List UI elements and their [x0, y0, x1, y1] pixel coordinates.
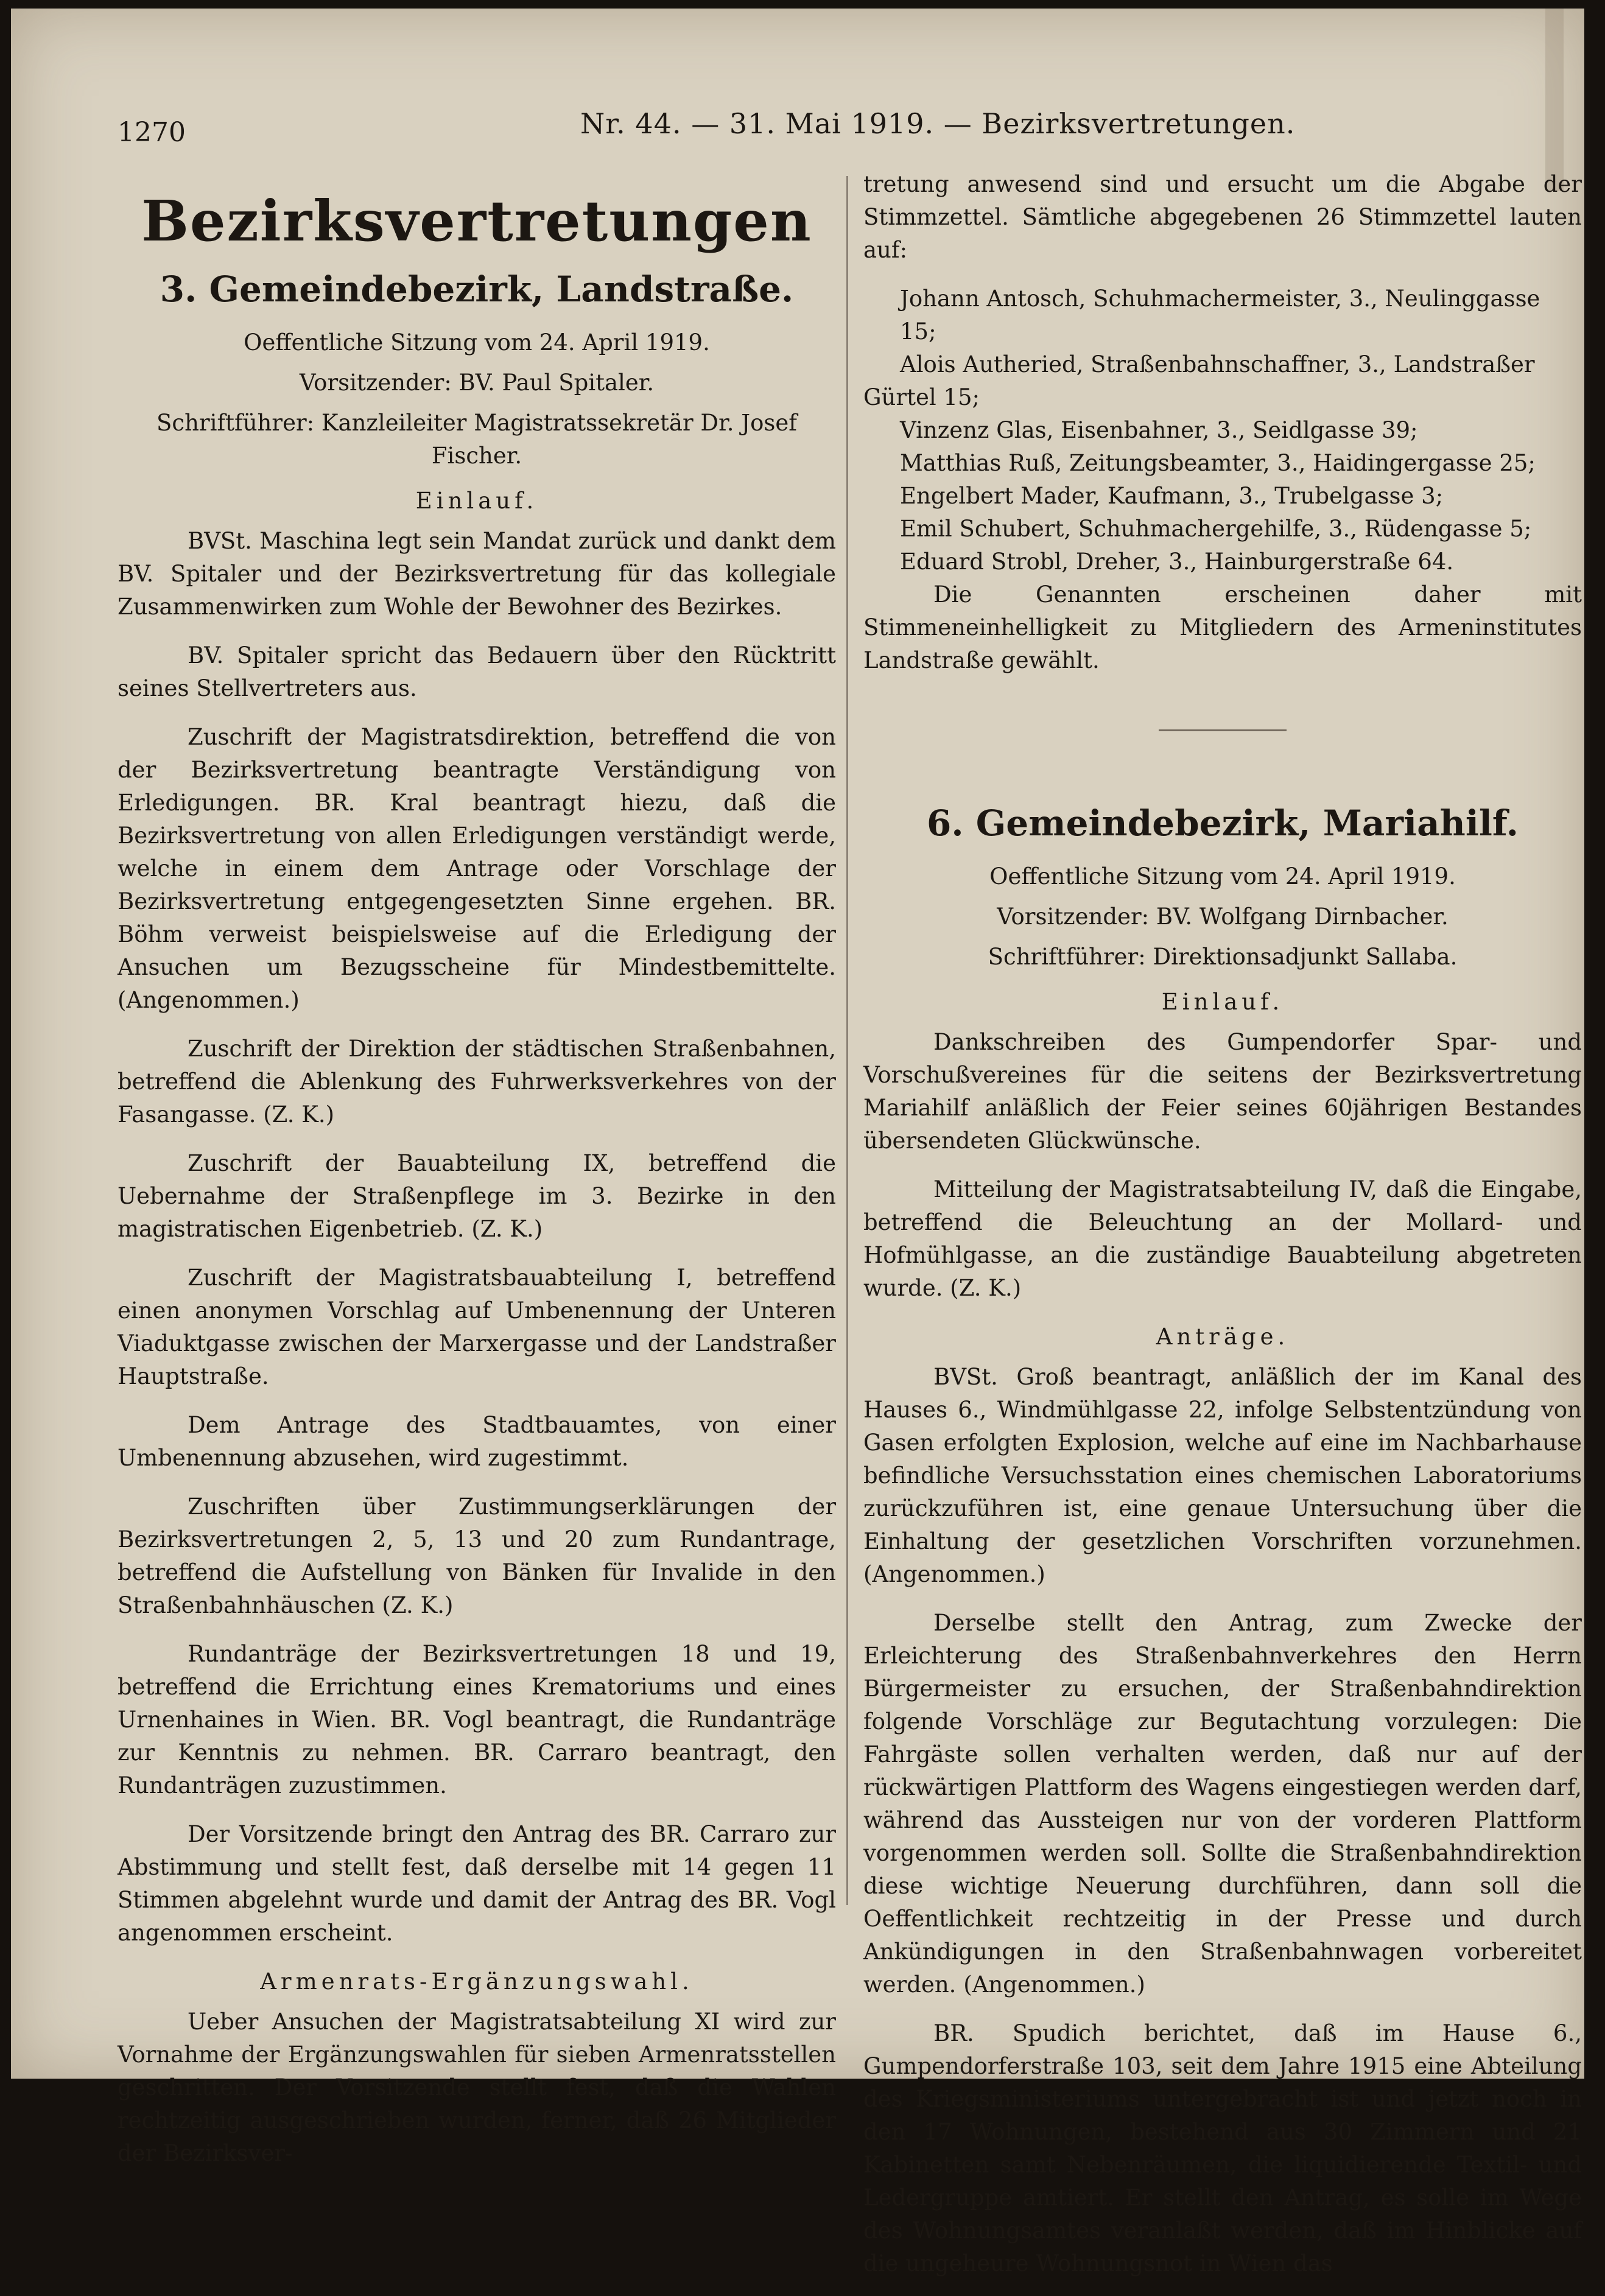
- paragraph: BVSt. Groß beantragt, anläßlich der im Kanal des Hauses 6., Windmühlgasse 22, infolge Selbstentzündung von Gasen erfolgten Explosion, welche auf eine im Nachbarhause befindliche Versuchsstation eines chemischen Laboratoriums zurückzuführen ist, eine genaue Untersuchung über die Einhaltung der gesetzlichen Vorschriften vorzunehmen. (Angenommen.): [863, 1364, 1582, 1587]
- session-line: Oeffentliche Sitzung vom 24. April 1919.: [244, 329, 710, 356]
- paragraph: Der Vorsitzende bringt den Antrag des BR. Carraro zur Abstimmung und stellt fest, daß derselbe mit 14 gegen 11 Stimmen abgelehnt wurde und damit der Antrag des BR. Vogl angenommen erscheint.: [118, 1821, 836, 1946]
- antraege-heading: Anträge.: [1156, 1324, 1290, 1350]
- page-edge-shadow: [1545, 9, 1564, 191]
- einlauf-heading: Einlauf.: [1161, 989, 1284, 1015]
- paragraph: Zuschrift der Direktion der städtischen Straßenbahnen, betreffend die Ablenkung des Fuhrwerksverkehres von der Fasangasse. (Z. K.): [118, 1036, 836, 1128]
- district-heading-3: 3. Gemeindebezirk, Landstraße.: [160, 269, 794, 310]
- list-item: Gürtel 15;: [863, 384, 980, 410]
- section-title: Bezirksvertretungen: [141, 188, 812, 254]
- list-item: Engelbert Mader, Kaufmann, 3., Trubelgasse 3;: [900, 483, 1444, 509]
- paragraph: Zuschrift der Bauabteilung IX, betreffend die Uebernahme der Straßenpflege im 3. Bezirke in den magistratischen Eigenbetrieb. (Z. K.): [118, 1150, 836, 1242]
- running-title: Nr. 44. — 31. Mai 1919. — Bezirksvertretungen.: [580, 107, 1296, 140]
- paragraph: Mitteilung der Magistratsabteilung IV, daß die Eingabe, betreffend die Beleuchtung an der Mollard- und Hofmühlgasse, an die zuständige Bauabteilung abgetreten wurde. (Z. K.): [863, 1176, 1582, 1301]
- section-separator: [1159, 729, 1287, 731]
- paragraph: Ueber Ansuchen der Magistratsabteilung XI wird zur Vornahme der Ergänzungswahlen für sieben Armenratsstellen geschritten. Der Vorsitzende stellt fest, daß die Wahlen rechtzeitig ausgeschrieben wurden, ferner, daß 26 Mitglieder der Bezirksver-: [118, 2009, 836, 2166]
- paragraph: BR. Spudich berichtet, daß im Hause 6., Gumpendorferstraße 103, seit dem Jahre 1915 eine Abteilung des Kriegsministeriums untergebracht ist und jetzt noch in den 17 Wohnungen, bestehend aus 30 Zimmern und 21 Kabinetten samt Nebenräumen, die liquidierende Textil- und Ledergruppe amtiert. Er stellt den Antrag, es solle im Wege des Wohnungsamtes veranlaßt werden, daß im Hinblicke auf die ungeheure Wohnungsnot in Wien das: [863, 2020, 1582, 2277]
- newspaper-page: [11, 9, 1584, 2277]
- left-column: [118, 168, 836, 2186]
- paragraph: BV. Spitaler spricht das Bedauern über den Rücktritt seines Stellvertreters aus.: [118, 642, 836, 701]
- paragraph: Zuschrift der Magistratsdirektion, betreffend die von der Bezirksvertretung beantragte Verständigung von Erledigungen. BR. Kral beantragt hiezu, daß die Bezirksvertretung von allen Erledigungen verständigt werde, welche in einem dem Antrage oder Vorschlage der Bezirksvertretung entgegengesetzten Sinne ergehen. BR. Böhm verweist beispielsweise auf die Erledigung der Ansuchen um Bezugsscheine für Mindestbemittelte. (Angenommen.): [118, 724, 836, 1013]
- list-item: Emil Schubert, Schuhmachergehilfe, 3., Rüdengasse 5;: [900, 516, 1532, 542]
- list-item: Vinzenz Glas, Eisenbahner, 3., Seidlgasse 39;: [900, 417, 1418, 443]
- secretary-line: Schriftführer: Direktionsadjunkt Sallaba.: [988, 944, 1458, 970]
- session-line: Oeffentliche Sitzung vom 24. April 1919.: [989, 863, 1456, 890]
- list-item: Matthias Ruß, Zeitungsbeamter, 3., Haidingergasse 25;: [900, 450, 1536, 476]
- paragraph: Dankschreiben des Gumpendorfer Spar- und Vorschußvereines für die seitens der Bezirksvertretung Mariahilf anläßlich der Feier seines 60jährigen Bestandes übersendeten Glückwünsche.: [863, 1029, 1582, 1154]
- einlauf-heading: Einlauf.: [415, 488, 538, 514]
- paragraph: Dem Antrage des Stadtbauamtes, von einer Umbenennung abzusehen, wird zugestimmt.: [118, 1412, 836, 1471]
- armenrat-heading: Armenrats-Ergänzungswahl.: [260, 1968, 694, 1995]
- column-divider: [846, 176, 848, 1905]
- paragraph: Zuschriften über Zustimmungserklärungen der Bezirksvertretungen 2, 5, 13 und 20 zum Rundantrage, betreffend die Aufstellung von Bänken für Invalide in den Straßenbahnhäuschen (Z. K.): [118, 1494, 836, 1618]
- paragraph: BVSt. Maschina legt sein Mandat zurück und dankt dem BV. Spitaler und der Bezirksvertretung für das kollegiale Zusammenwirken zum Wohle der Bewohner des Bezirkes.: [118, 528, 836, 620]
- paragraph: Derselbe stellt den Antrag, zum Zwecke der Erleichterung des Straßenbahnverkehres den Herrn Bürgermeister zu ersuchen, der Straßenbahndirektion folgende Vorschläge zur Begutachtung vorzulegen: Die Fahrgäste sollen verhalten werden, daß nur auf der rückwärtigen Plattform des Wagens eingestiegen werden darf, während das Aussteigen nur von der vorderen Plattform vorgenommen werden soll. Sollte die Straßenbahndirektion diese wichtige Neuerung durchführen, dann soll die Oeffentlichkeit rechtzeitig in der Presse und durch Ankündigungen in den Straßenbahnwagen vorbereitet werden. (Angenommen.): [863, 1610, 1582, 1998]
- district-heading-6: 6. Gemeindebezirk, Mariahilf.: [927, 802, 1519, 844]
- chair-line: Vorsitzender: BV. Wolfgang Dirnbacher.: [997, 904, 1449, 930]
- paragraph: Rundanträge der Bezirksvertretungen 18 und 19, betreffend die Errichtung eines Krematoriums und eines Urnenhaines in Wien. BR. Vogl beantragt, die Rundanträge zur Kenntnis zu nehmen. BR. Carraro beantragt, den Rundanträgen zuzustimmen.: [118, 1641, 836, 1799]
- list-item: Alois Autheried, Straßenbahnschaffner, 3., Landstraßer: [900, 351, 1535, 377]
- paragraph: tretung anwesend sind und ersucht um die Abgabe der Stimmzettel. Sämtliche abgegebenen 26 Stimmzettel lauten auf:: [863, 171, 1582, 263]
- secretary-line: Schriftführer: Kanzleileiter Magistratssekretär Dr. Josef Fischer.: [156, 410, 797, 469]
- paragraph: Zuschrift der Magistratsbauabteilung I, betreffend einen anonymen Vorschlag auf Umbenennung der Unteren Viaduktgasse zwischen der Marxergasse und der Landstraßer Hauptstraße.: [118, 1265, 836, 1389]
- paragraph: Die Genannten erscheinen daher mit Stimmeneinhelligkeit zu Mitgliedern des Armeninstitutes Landstraße gewählt.: [863, 581, 1582, 673]
- elected-list: [863, 283, 1582, 578]
- page-number: 1270: [118, 117, 186, 148]
- right-column: [863, 168, 1582, 2296]
- list-item: Eduard Strobl, Dreher, 3., Hainburgerstraße 64.: [900, 549, 1454, 575]
- chair-line: Vorsitzender: BV. Paul Spitaler.: [299, 370, 655, 396]
- list-item: Johann Antosch, Schuhmachermeister, 3., Neulinggasse 15;: [900, 286, 1540, 345]
